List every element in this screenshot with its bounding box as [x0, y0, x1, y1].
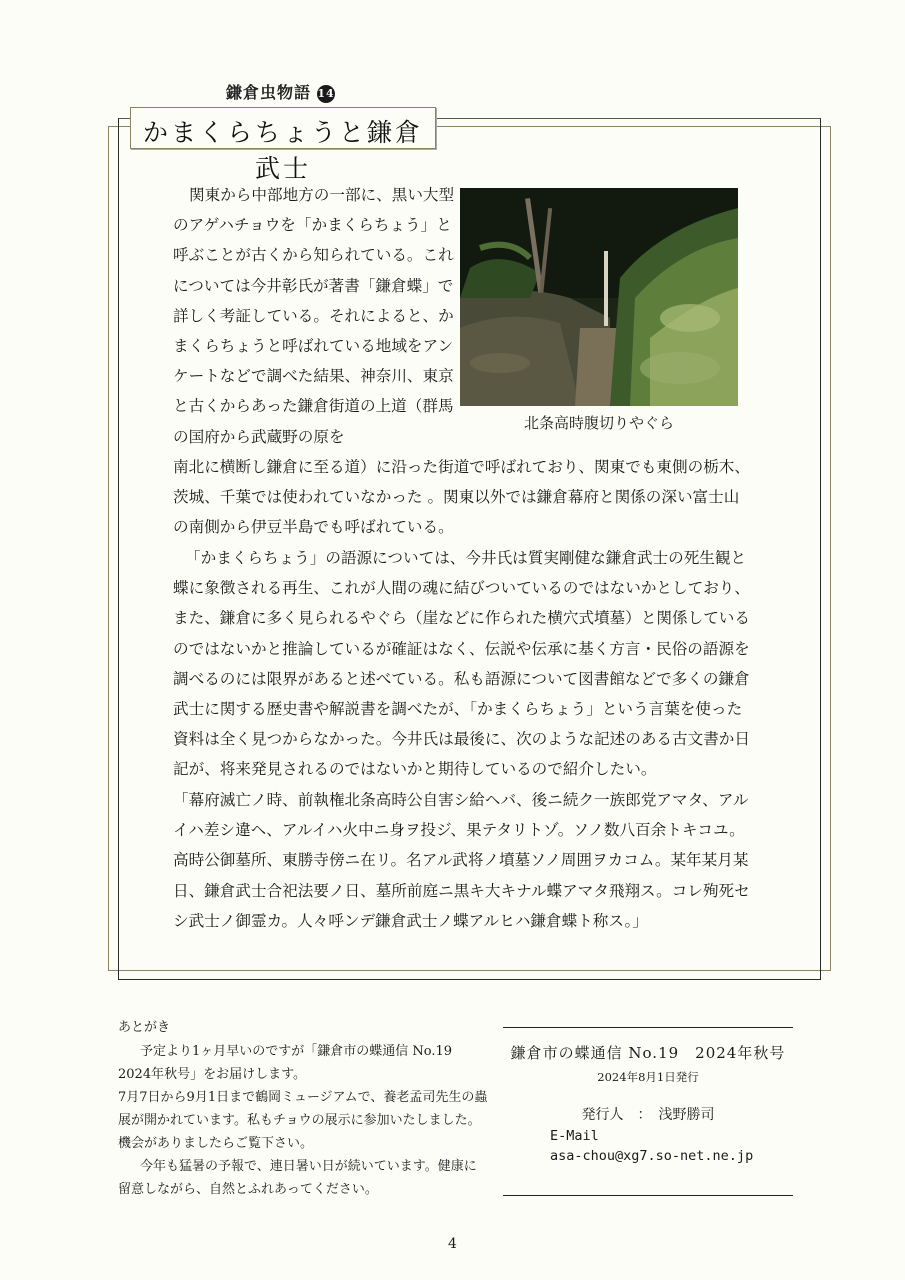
colophon-rule-bottom — [503, 1195, 793, 1196]
afterword-heading: あとがき — [118, 1020, 171, 1035]
photo-caption: 北条高時腹切りやぐら — [523, 414, 674, 432]
series-label — [226, 80, 335, 103]
yagura-photo — [460, 188, 738, 406]
colophon-rule-top — [503, 1027, 793, 1028]
colophon-email-label: E-Mail — [550, 1128, 599, 1144]
colophon-title: 鎌倉市の蝶通信 No.19 2024年秋号 — [510, 1044, 786, 1062]
article-title: かまくらちょうと鎌倉武士 — [142, 118, 423, 183]
quoted-old-document: 「幕府滅亡ノ時、前執権北条高時公自害シ給ヘバ、後ニ続ク一族郎党アマタ、アルイハ差シ違ヘ、アルイハ火中ニ身ヲ投ジ、果テタリトゾ。ソノ数八百余トキコユ。高時公御墓所、東勝寺傍ニ在リ。名アル武将ノ墳墓ソノ周囲ヲカコム。某年某月某日、鎌倉武士合祀法要ノ日、墓所前庭ニ黒キ大キナル蝶アマタ飛翔ス。コレ殉死セシ武士ノ御霊カ。人々呼ンデ鎌倉武士ノ蝶アルヒハ鎌倉蝶ト称ス。」 — [173, 791, 750, 930]
colophon-email[interactable]: asa-chou@xg7.so-net.ne.jp — [550, 1148, 754, 1164]
series-number-badge: 14 — [317, 85, 335, 103]
colophon-date: 2024年8月1日発行 — [597, 1070, 699, 1084]
afterword-body — [118, 1040, 488, 1201]
paragraph-1-part-a: 関東から中部地方の一部に、黒い大型のアゲハチョウを「かまくらちょう」と呼ぶことが古くから知られている。これについては今井彰氏が著書「鎌倉蝶」で詳しく考証している。それによると、かまくらちょうと呼ばれている地域をアンケートなどで調べた結果、神奈川、東京と古くからあった鎌倉街道の上道（群馬の国府から武蔵野の原を — [173, 186, 455, 446]
series-name: 鎌倉虫物語 — [226, 83, 312, 102]
forest-path-image — [460, 188, 738, 406]
paragraph-1-part-b: 南北に横断し鎌倉に至る道）に沿った街道で呼ばれており、関東でも東側の栃木、茨城、千葉では使われていなかった 。関東以外では鎌倉幕府と関係の深い富士山の南側から伊豆半島でも呼ばれている。 — [173, 458, 750, 537]
colophon-publisher: 発行人 ： 浅野勝司 — [581, 1107, 715, 1123]
afterword-line: 今年も猛暑の予報で、連日暑い日が続いています。健康に留意しながら、自然とふれあってください。 — [118, 1159, 477, 1197]
title-box — [130, 107, 436, 183]
paragraph-2: 「かまくらちょう」の語源については、今井氏は質実剛健な鎌倉武士の死生観と蝶に象徴される再生、これが人間の魂に結びついているのではないかとしており、また、鎌倉に多く見られるやぐら（崖などに作られた横穴式墳墓）と関係しているのではないかと推論しているが確証はなく、伝説や伝承に基く方言・民俗の語源を調べるのには限界があると述べている。私も語源について図書館などで多くの鎌倉武士に関する歴史書や解説書を調べたが、「かまくらちょう」という言葉を使った資料は全く見つからなかった。今井氏は最後に、次のような記述のある古文書か日記が、将来発見されるのではないかと期待しているので紹介したい。 — [173, 549, 750, 779]
afterword-line: 7月7日から9月1日まで鶴岡ミュージアムで、養老孟司先生の蟲展が開かれています。私もチョウの展示に参加いたしました。機会がありましたらご覧下さい。 — [118, 1090, 488, 1151]
afterword-line: 予定より1ヶ月早いのですが「鎌倉市の蝶通信 No.19 2024年秋号」をお届けします。 — [118, 1044, 453, 1082]
page-number: 4 — [448, 1236, 457, 1252]
